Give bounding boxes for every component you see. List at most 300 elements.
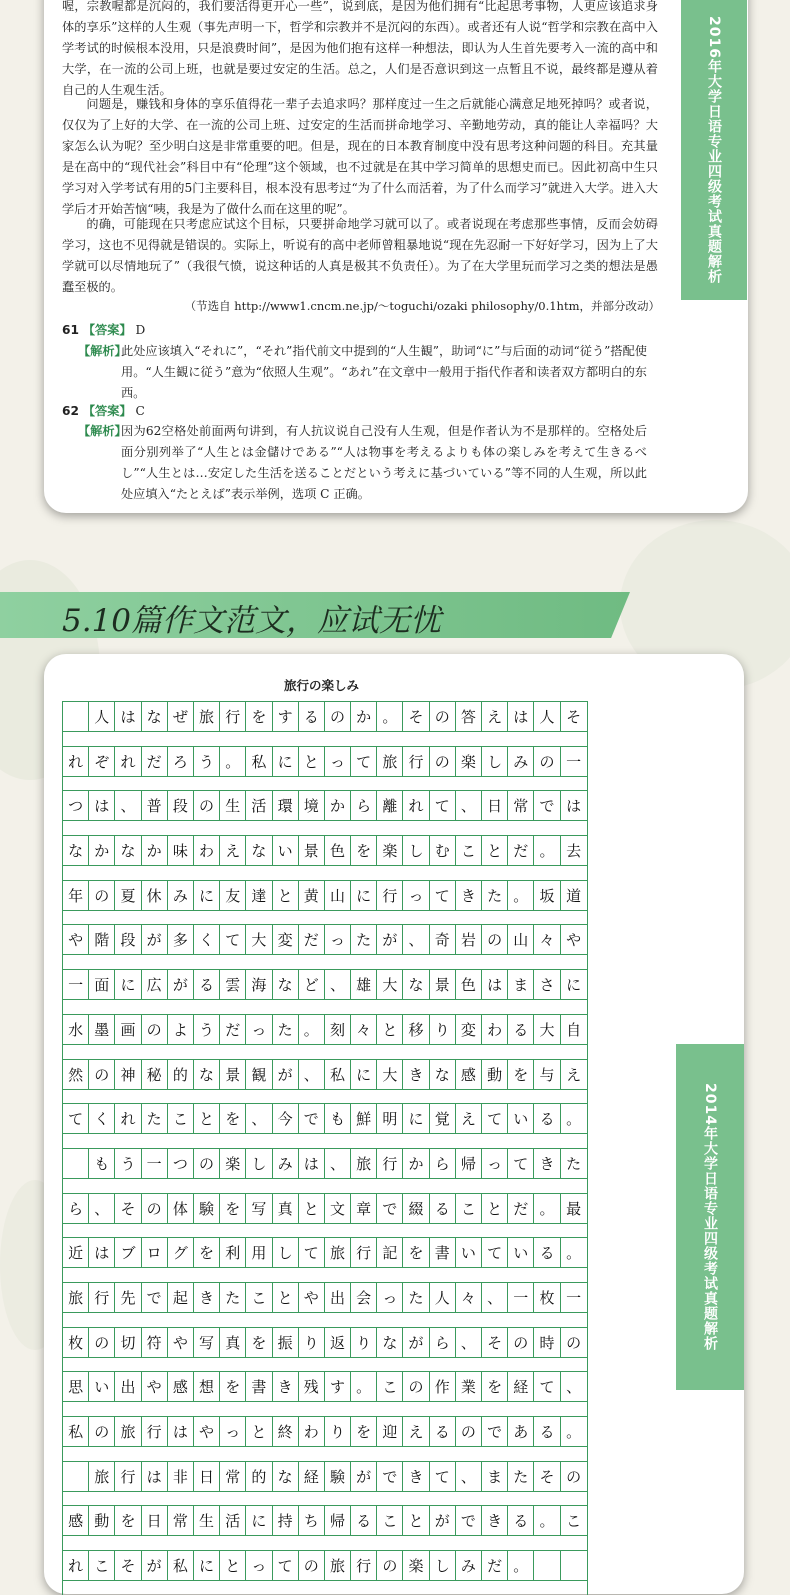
- grid-cell: 階: [89, 925, 115, 954]
- grid-cell: 離: [377, 791, 403, 820]
- grid-cell: な: [273, 1462, 299, 1491]
- grid-cell: 旅: [115, 1417, 141, 1446]
- grid-cell: 常: [168, 1506, 194, 1535]
- grid-cell: 段: [115, 925, 141, 954]
- grid-cell: の: [482, 925, 508, 954]
- grid-cell: 友: [220, 881, 246, 910]
- grid-cell: 。: [508, 1551, 534, 1580]
- grid-cell: 真: [273, 1194, 299, 1223]
- grid-cell: 旅: [325, 1551, 351, 1580]
- grid-cell: り: [430, 1015, 456, 1044]
- grid-cell: い: [508, 1104, 534, 1133]
- grid-cell: る: [508, 1015, 534, 1044]
- grid-cell: の: [534, 747, 560, 776]
- grid-cell: と: [377, 1015, 403, 1044]
- grid-cell: 夏: [115, 881, 141, 910]
- grid-cell: を: [351, 1417, 377, 1446]
- grid-cell: た: [508, 1462, 534, 1491]
- grid-cell: 的: [246, 1462, 272, 1491]
- grid-cell: み: [508, 747, 534, 776]
- grid-cell: き: [482, 1506, 508, 1535]
- grid-cell: 生: [220, 791, 246, 820]
- grid-cell: つ: [63, 791, 89, 820]
- grid-cell: 動: [482, 1060, 508, 1089]
- grid-cell: で: [482, 1417, 508, 1446]
- grid-cell: る: [351, 1506, 377, 1535]
- grid-row: [63, 969, 587, 1000]
- grid-cell: ぜ: [168, 702, 194, 731]
- grid-cell: の: [566, 1467, 582, 1486]
- grid-cell: が: [377, 925, 403, 954]
- grid-row: [63, 835, 587, 866]
- grid-cell: 日: [194, 1462, 220, 1491]
- grid-cell: る: [534, 1238, 560, 1267]
- grid-cell: [63, 1462, 89, 1491]
- grid-row: [63, 1461, 587, 1492]
- grid-cell: な: [142, 702, 168, 731]
- grid-cell: で: [142, 1283, 168, 1312]
- grid-row: [63, 880, 587, 911]
- grid-cell: 出: [325, 1283, 351, 1312]
- grid-cell: て: [220, 925, 246, 954]
- grid-cell: す: [273, 702, 299, 731]
- grid-cell: の: [142, 1015, 168, 1044]
- grid-cell: こ: [89, 1551, 115, 1580]
- grid-cell: な: [63, 836, 89, 865]
- grid-cell: 変: [273, 925, 299, 954]
- grid-cell: 終: [273, 1417, 299, 1446]
- grid-cell: し: [482, 747, 508, 776]
- grid-row: [63, 1282, 587, 1313]
- grid-cell: 近: [63, 1238, 89, 1267]
- grid-cell: が: [351, 1462, 377, 1491]
- grid-cell: た: [220, 1283, 246, 1312]
- paragraph-3: 的确，可能现在只考虑应试这个目标，只要拼命地学习就可以了。或者说现在考虑那些事情，反而会妨碍学习，这也不见得就是错误的。实际上，听说有的高中老师曾粗暴地说“现在先忍耐一下好好学习，因为上了大学就可以尽情地玩了”（我很气愤，说这种话的人真是极其不负责任）。为了在大学里玩而学习之类的想法是愚蠢至极的。: [62, 217, 658, 294]
- grid-cell: 画: [115, 1015, 141, 1044]
- grid-cell: に: [194, 1551, 220, 1580]
- grid-row: [63, 1014, 587, 1045]
- grid-cell: こ: [456, 836, 482, 865]
- grid-cell: 的: [168, 1060, 194, 1089]
- grid-cell: て: [482, 1104, 508, 1133]
- grid-cell: こ: [377, 1506, 403, 1535]
- grid-cell: や: [168, 1328, 194, 1357]
- grid-row: [63, 1193, 587, 1224]
- grid-cell: 枚: [534, 1283, 560, 1312]
- grid-cell: の: [89, 1060, 115, 1089]
- grid-cell: 動: [89, 1506, 115, 1535]
- grid-cell: つ: [168, 1149, 194, 1178]
- grid-cell: 行: [142, 1417, 168, 1446]
- grid-cell: 神: [115, 1060, 141, 1089]
- grid-cell: 一: [142, 1149, 168, 1178]
- grid-cell: 。: [534, 836, 560, 865]
- grid-row: [63, 1550, 587, 1581]
- grid-cell: 段: [168, 791, 194, 820]
- grid-cell: 思: [63, 1372, 89, 1401]
- grid-cell: や: [63, 925, 89, 954]
- analysis-61-text: 此处应该填入“それに”，“それ”指代前文中提到的“人生観”，助词“に”与后面的动词“従う”搭配使用。“人生観に従う”意为“依照人生观”。“あれ”在文章中一般用于指代作者和读者双方都明白的东西。: [121, 344, 647, 400]
- grid-cell: 、: [482, 1283, 508, 1312]
- grid-cell: 岩: [456, 925, 482, 954]
- grid-cell: の: [566, 1333, 582, 1352]
- grid-cell: 行: [351, 1551, 377, 1580]
- grid-cell: 書: [430, 1238, 456, 1267]
- grid-cell: 墨: [89, 1015, 115, 1044]
- grid-cell: 人: [534, 702, 560, 731]
- grid-cell: に: [246, 1506, 272, 1535]
- grid-row: [63, 1237, 587, 1268]
- grid-cell: は: [508, 702, 534, 731]
- grid-cell: そ: [566, 708, 582, 726]
- analysis-tag: 【解析】: [78, 344, 127, 358]
- grid-cell: を: [403, 1238, 429, 1267]
- grid-cell: に: [351, 1060, 377, 1089]
- grid-cell: な: [246, 836, 272, 865]
- grid-cell: し: [246, 1149, 272, 1178]
- grid-cell: と: [482, 836, 508, 865]
- grid-cell: 覚: [430, 1104, 456, 1133]
- grid-row: [63, 1059, 587, 1090]
- grid-cell: 変: [456, 1015, 482, 1044]
- grid-cell: 自: [566, 1020, 582, 1039]
- answer-tag: 【答案】: [82, 404, 132, 418]
- grid-cell: ろ: [168, 747, 194, 776]
- grid-cell: み: [456, 1551, 482, 1580]
- answer-62: [62, 401, 145, 422]
- grid-cell: か: [351, 702, 377, 731]
- grid-cell: 旅: [377, 747, 403, 776]
- grid-cell: 々: [351, 1015, 377, 1044]
- grid-cell: を: [246, 702, 272, 731]
- grid-cell: う: [194, 747, 220, 776]
- grid-cell: 景: [220, 1060, 246, 1089]
- manuscript-grid: [62, 701, 588, 1595]
- grid-cell: 、: [325, 970, 351, 999]
- grid-cell: り: [351, 1328, 377, 1357]
- grid-cell: 然: [63, 1060, 89, 1089]
- grid-cell: 私: [325, 1060, 351, 1089]
- grid-cell: い: [89, 1372, 115, 1401]
- grid-cell: こ: [246, 1283, 272, 1312]
- answer-value: D: [135, 323, 146, 337]
- grid-row: [63, 790, 587, 821]
- grid-cell: 移: [403, 1015, 429, 1044]
- grid-cell: は: [299, 1149, 325, 1178]
- grid-cell: っ: [246, 1015, 272, 1044]
- grid-cell: い: [508, 1238, 534, 1267]
- grid-cell: と: [273, 881, 299, 910]
- grid-cell: で: [377, 1194, 403, 1223]
- grid-cell: て: [299, 1238, 325, 1267]
- grid-cell: 休: [142, 881, 168, 910]
- grid-cell: 残: [299, 1372, 325, 1401]
- grid-cell: で: [299, 1104, 325, 1133]
- grid-cell: だ: [508, 1194, 534, 1223]
- grid-cell: の: [508, 1328, 534, 1357]
- grid-cell: 、: [456, 791, 482, 820]
- grid-cell: 多: [168, 925, 194, 954]
- grid-cell: え: [482, 702, 508, 731]
- grid-cell: [63, 1149, 89, 1178]
- grid-cell: 体: [168, 1194, 194, 1223]
- grid-cell: 一: [566, 752, 582, 771]
- grid-cell: は: [89, 791, 115, 820]
- grid-cell: た: [482, 881, 508, 910]
- grid-cell: に: [566, 976, 582, 995]
- grid-cell: る: [534, 1417, 560, 1446]
- grid-cell: は: [168, 1417, 194, 1446]
- question-number: 62: [62, 404, 79, 418]
- grid-cell: す: [325, 1372, 351, 1401]
- grid-cell: え: [403, 1417, 429, 1446]
- grid-cell: 私: [63, 1417, 89, 1446]
- grid-cell: こ: [377, 1372, 403, 1401]
- grid-cell: 写: [194, 1328, 220, 1357]
- grid-cell: し: [273, 1238, 299, 1267]
- grid-cell: 年: [63, 881, 89, 910]
- analysis-tag: 【解析】: [78, 424, 127, 438]
- grid-cell: う: [194, 1015, 220, 1044]
- grid-cell: 与: [534, 1060, 560, 1089]
- grid-cell: き: [403, 1462, 429, 1491]
- grid-cell: 行: [351, 1238, 377, 1267]
- grid-row: [63, 1505, 587, 1536]
- grid-cell: 験: [194, 1194, 220, 1223]
- grid-cell: て: [430, 791, 456, 820]
- grid-cell: 帰: [456, 1149, 482, 1178]
- grid-cell: る: [194, 970, 220, 999]
- grid-cell: の: [299, 1551, 325, 1580]
- grid-cell: 大: [377, 1060, 403, 1089]
- grid-cell: 行: [89, 1283, 115, 1312]
- grid-cell: を: [508, 1060, 534, 1089]
- grid-cell: 道: [566, 886, 582, 905]
- grid-cell: わ: [299, 1417, 325, 1446]
- grid-cell: 旅: [194, 702, 220, 731]
- grid-cell: る: [534, 1104, 560, 1133]
- paragraph-1: 喔，宗教喔都是沉闷的，我们要活得更开心一些”，说到底，是因为他们拥有“比起思考事物，人更应该追求身体的享乐”这样的人生观（事先声明一下，哲学和宗教并不是沉闷的东西）。或者还有人说“哲学和宗教在高中入学考试的时候根本没用，只是浪费时间”，是因为他们抱有这样一种想法，即认为人生首先要考入一流的高中和大学，在一流的公司上班，也就是要过安定的生活。总之，人们是否意识到这一点暂且不说，最终都是遵从着自己的人生观生活。: [62, 0, 658, 97]
- grid-cell: っ: [325, 925, 351, 954]
- grid-cell: 旅: [63, 1283, 89, 1312]
- grid-cell: の: [89, 881, 115, 910]
- grid-cell: 楽: [377, 836, 403, 865]
- grid-cell: る: [508, 1506, 534, 1535]
- source-citation: （节选自 http://www1.cncm.ne.jp/～toguchi/ozaki philosophy/0.1htm，并部分改动）: [184, 299, 660, 313]
- grid-cell: ら: [430, 1328, 456, 1357]
- grid-cell: な: [273, 970, 299, 999]
- grid-cell: 私: [246, 747, 272, 776]
- grid-cell: [534, 1551, 560, 1580]
- grid-cell: 一: [566, 1288, 582, 1307]
- grid-cell: て: [482, 1238, 508, 1267]
- grid-cell: 、: [246, 1104, 272, 1133]
- answer-tag: 【答案】: [82, 323, 132, 337]
- grid-cell: れ: [63, 747, 89, 776]
- grid-row: [63, 1103, 587, 1134]
- grid-cell: わ: [482, 1015, 508, 1044]
- grid-cell: 、: [89, 1194, 115, 1223]
- grid-cell: を: [220, 1194, 246, 1223]
- grid-cell: よ: [168, 1015, 194, 1044]
- grid-cell: 常: [220, 1462, 246, 1491]
- grid-cell: 境: [299, 791, 325, 820]
- grid-cell: 味: [168, 836, 194, 865]
- grid-cell: 色: [456, 970, 482, 999]
- grid-cell: で: [534, 791, 560, 820]
- grid-cell: 文: [325, 1194, 351, 1223]
- grid-cell: る: [430, 1417, 456, 1446]
- side-tab-2016: 2016年大学日语专业四级考试真题解析: [681, 0, 747, 300]
- grid-cell: 感: [456, 1060, 482, 1089]
- grid-cell: 鮮: [351, 1104, 377, 1133]
- grid-cell: 経: [299, 1462, 325, 1491]
- grid-cell: 雄: [351, 970, 377, 999]
- grid-cell: ま: [508, 970, 534, 999]
- grid-cell: 景: [299, 836, 325, 865]
- grid-cell: 会: [351, 1283, 377, 1312]
- grid-cell: も: [89, 1149, 115, 1178]
- grid-cell: ど: [299, 970, 325, 999]
- grid-cell: こ: [456, 1194, 482, 1223]
- grid-cell: で: [456, 1506, 482, 1535]
- grid-cell: し: [403, 836, 429, 865]
- grid-cell: 、: [299, 1060, 325, 1089]
- grid-cell: き: [456, 881, 482, 910]
- grid-cell: 環: [273, 791, 299, 820]
- grid-cell: 。: [534, 1194, 560, 1223]
- grid-cell: 。: [566, 1244, 582, 1263]
- grid-cell: 水: [63, 1015, 89, 1044]
- grid-cell: 答: [456, 702, 482, 731]
- grid-cell: た: [351, 925, 377, 954]
- grid-row: [63, 1327, 587, 1358]
- grid-cell: 々: [534, 925, 560, 954]
- grid-cell: 楽: [403, 1551, 429, 1580]
- grid-cell: の: [403, 1372, 429, 1401]
- grid-cell: 。: [566, 1110, 582, 1129]
- grid-cell: 山: [508, 925, 534, 954]
- grid-cell: て: [430, 881, 456, 910]
- grid-cell: と: [299, 747, 325, 776]
- grid-cell: 感: [63, 1506, 89, 1535]
- grid-cell: に: [403, 1104, 429, 1133]
- grid-cell: だ: [220, 1015, 246, 1044]
- grid-cell: グ: [168, 1238, 194, 1267]
- grid-cell: と: [194, 1104, 220, 1133]
- grid-cell: は: [566, 797, 582, 816]
- grid-cell: 一: [508, 1283, 534, 1312]
- grid-row: [63, 746, 587, 777]
- grid-cell: る: [430, 1194, 456, 1223]
- grid-cell: ぞ: [89, 747, 115, 776]
- grid-cell: そ: [115, 1194, 141, 1223]
- grid-cell: 枚: [63, 1328, 89, 1357]
- grid-cell: 。: [220, 747, 246, 776]
- grid-cell: え: [220, 836, 246, 865]
- grid-cell: 日: [482, 791, 508, 820]
- grid-cell: 。: [377, 702, 403, 731]
- grid-cell: 先: [115, 1283, 141, 1312]
- grid-cell: 行: [377, 1149, 403, 1178]
- grid-cell: か: [89, 836, 115, 865]
- grid-cell: 起: [168, 1283, 194, 1312]
- grid-cell: わ: [194, 836, 220, 865]
- grid-cell: い: [456, 1238, 482, 1267]
- grid-cell: 。: [299, 1015, 325, 1044]
- grid-cell: 、: [325, 1149, 351, 1178]
- grid-cell: み: [273, 1149, 299, 1178]
- grid-cell: の: [325, 702, 351, 731]
- grid-cell: っ: [246, 1551, 272, 1580]
- grid-cell: 、: [456, 1328, 482, 1357]
- grid-cell: か: [325, 791, 351, 820]
- grid-cell: あ: [508, 1417, 534, 1446]
- answer-61: [62, 320, 145, 341]
- grid-cell: 。: [534, 1506, 560, 1535]
- grid-cell: も: [325, 1104, 351, 1133]
- grid-cell: た: [566, 1154, 582, 1173]
- grid-cell: と: [482, 1194, 508, 1223]
- grid-cell: は: [482, 970, 508, 999]
- grid-cell: に: [115, 970, 141, 999]
- analysis-62-text: 因为62空格处前面两句讲到，有人抗议说自己没有人生观，但是作者认为不是那样的。空格处后面分别列举了“人生とは金儲けである”“人は物事を考えるよりも体の楽しみを考えて生きるべし”“人生とは…安定した生活を送ることだという考えに基づいている”等不同的人生观，所以此处应填入“たとえば”表示举例，选项 C 正确。: [121, 424, 647, 501]
- grid-cell: 山: [325, 881, 351, 910]
- grid-cell: と: [220, 1551, 246, 1580]
- grid-cell: 作: [430, 1372, 456, 1401]
- grid-cell: が: [142, 1551, 168, 1580]
- grid-cell: 時: [534, 1328, 560, 1357]
- grid-cell: と: [299, 1194, 325, 1223]
- grid-cell: [561, 1551, 587, 1580]
- grid-cell: は: [142, 1462, 168, 1491]
- grid-cell: や: [299, 1283, 325, 1312]
- grid-cell: 旅: [325, 1238, 351, 1267]
- grid-cell: と: [273, 1283, 299, 1312]
- grid-cell: 去: [566, 842, 582, 861]
- grid-cell: [63, 702, 89, 731]
- grid-cell: 行: [220, 702, 246, 731]
- grid-row: [63, 1371, 587, 1402]
- grid-cell: 景: [430, 970, 456, 999]
- grid-cell: っ: [325, 747, 351, 776]
- grid-cell: の: [194, 791, 220, 820]
- grid-cell: だ: [508, 836, 534, 865]
- grid-cell: 雲: [220, 970, 246, 999]
- grid-cell: 々: [456, 1283, 482, 1312]
- grid-cell: が: [168, 970, 194, 999]
- grid-cell: が: [273, 1060, 299, 1089]
- grid-cell: は: [89, 1238, 115, 1267]
- grid-cell: や: [142, 1372, 168, 1401]
- grid-cell: さ: [534, 970, 560, 999]
- grid-cell: に: [194, 881, 220, 910]
- grid-cell: 活: [220, 1506, 246, 1535]
- grid-cell: そ: [482, 1328, 508, 1357]
- grid-cell: ら: [351, 791, 377, 820]
- grid-cell: き: [534, 1149, 560, 1178]
- grid-row: [63, 1416, 587, 1447]
- grid-cell: や: [566, 931, 582, 950]
- grid-cell: ら: [430, 1149, 456, 1178]
- grid-cell: ロ: [142, 1238, 168, 1267]
- grid-cell: 刻: [325, 1015, 351, 1044]
- grid-cell: 黄: [299, 881, 325, 910]
- grid-cell: た: [273, 1015, 299, 1044]
- grid-cell: だ: [299, 925, 325, 954]
- grid-cell: 真: [220, 1328, 246, 1357]
- grid-cell: の: [430, 702, 456, 731]
